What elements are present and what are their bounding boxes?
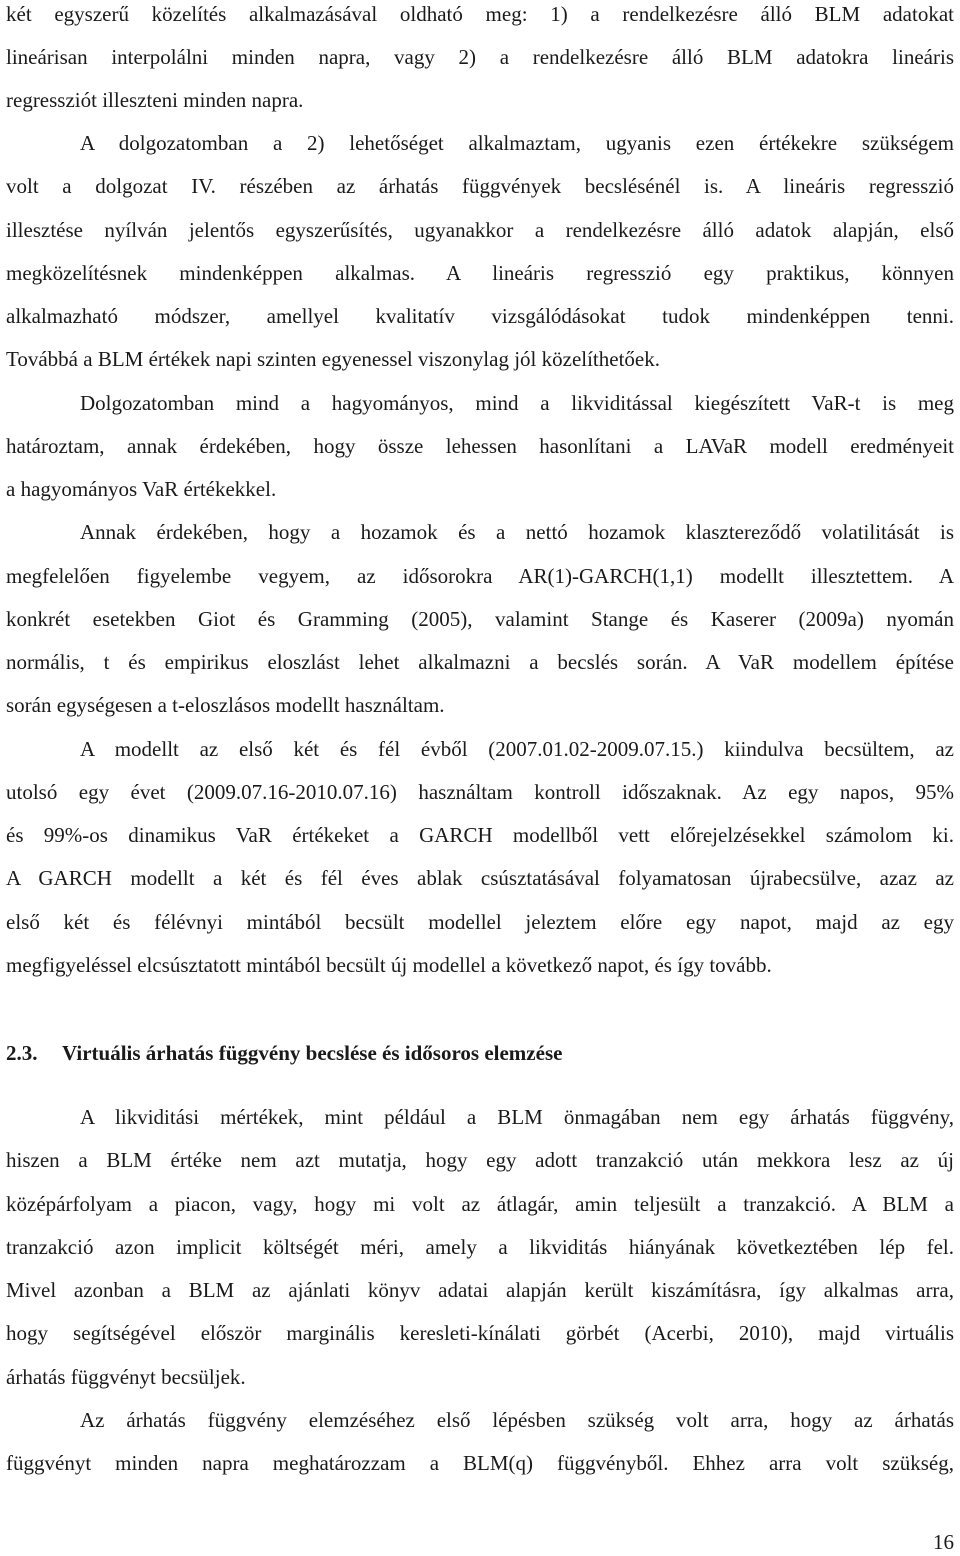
text-line: utolsó egy évet (2009.07.16-2010.07.16) használtam kontroll időszaknak. Az egy napos, 95%	[6, 780, 954, 804]
text-line: megközelítésnek mindenképpen alkalmas. A lineáris regresszió egy praktikus, könnyen	[6, 261, 954, 285]
text-line: konkrét esetekben Giot és Gramming (2005), valamint Stange és Kaserer (2009a) nyomán	[6, 607, 954, 631]
text-line: volt a dolgozat IV. részében az árhatás függvények becslésénél is. A lineáris regresszió	[6, 174, 954, 198]
text-line: megfigyeléssel elcsúsztatott mintából becsült új modellel a következő napot, és így tovább.	[6, 953, 772, 977]
text-line: a hagyományos VaR értékekkel.	[6, 477, 277, 501]
text-line: lineárisan interpolálni minden napra, vagy 2) a rendelkezésre álló BLM adatokra lineáris	[6, 45, 954, 69]
text-line: A likviditási mértékek, mint például a BLM önmagában nem egy árhatás függvény,	[80, 1105, 954, 1129]
text-line: alkalmazható módszer, amellyel kvalitatív vizsgálódásokat tudok mindenképpen tenni.	[6, 304, 954, 328]
text-line: tranzakció azon implicit költségét méri, amely a likviditás hiányának következtében lép fel.	[6, 1235, 954, 1259]
text-line: két egyszerű közelítés alkalmazásával oldható meg: 1) a rendelkezésre álló BLM adatokat	[6, 2, 954, 26]
text-line: és 99%-os dinamikus VaR értékeket a GARCH modellből vett előrejelzésekkel számolom ki.	[6, 823, 954, 847]
text-line: Mivel azonban a BLM az ajánlati könyv adatai alapján került kiszámításra, így alkalmas arra,	[6, 1278, 954, 1302]
text-line: regressziót illeszteni minden napra.	[6, 88, 304, 112]
page-number: 16	[933, 1530, 954, 1554]
text-line: megfelelően figyelembe vegyem, az idősorokra AR(1)-GARCH(1,1) modellt illesztettem. A	[6, 564, 954, 588]
text-line: első két és félévnyi mintából becsült modellel jeleztem előre egy napot, majd az egy	[6, 910, 954, 934]
text-line: Az árhatás függvény elemzéséhez első lépésben szükség volt arra, hogy az árhatás	[80, 1408, 954, 1432]
text-line: hogy segítségével először marginális keresleti-kínálati görbét (Acerbi, 2010), majd virtuális	[6, 1321, 954, 1345]
text-line: árhatás függvényt becsüljek.	[6, 1365, 246, 1389]
text-line: középárfolyam a piacon, vagy, hogy mi volt az átlagár, amin teljesült a tranzakció. A BLM a	[6, 1192, 954, 1216]
text-line: Annak érdekében, hogy a hozamok és a nettó hozamok klasztereződő volatilitását is	[80, 520, 954, 544]
text-line: hiszen a BLM értéke nem azt mutatja, hogy egy adott tranzakció után mekkora lesz az új	[6, 1148, 954, 1172]
text-line: Dolgozatomban mind a hagyományos, mind a likviditással kiegészített VaR-t is meg	[80, 391, 954, 415]
section-heading	[6, 1039, 562, 1067]
section-title: Virtuális árhatás függvény becslése és idősoros elemzése	[62, 1041, 563, 1065]
text-line: függvényt minden napra meghatározzam a BLM(q) függvényből. Ehhez arra volt szükség,	[6, 1451, 954, 1475]
text-line: illesztése nyílván jelentős egyszerűsítés, ugyanakkor a rendelkezésre álló adatok alapján, első	[6, 218, 954, 242]
text-line: normális, t és empirikus eloszlást lehet alkalmazni a becslés során. A VaR modellem építése	[6, 650, 954, 674]
text-line: során egységesen a t-eloszlásos modellt használtam.	[6, 693, 445, 717]
section-number: 2.3.	[6, 1041, 38, 1065]
text-line: A modellt az első két és fél évből (2007.01.02-2009.07.15.) kiindulva becsültem, az	[80, 737, 954, 761]
text-line: A GARCH modellt a két és fél éves ablak csúsztatásával folyamatosan újrabecsülve, azaz az	[6, 866, 954, 890]
text-line: határoztam, annak érdekében, hogy össze lehessen hasonlítani a LAVaR modell eredményeit	[6, 434, 954, 458]
text-line: A dolgozatomban a 2) lehetőséget alkalmaztam, ugyanis ezen értékekre szükségem	[80, 131, 954, 155]
text-line: Továbbá a BLM értékek napi szinten egyenessel viszonylag jól közelíthetőek.	[6, 347, 660, 371]
